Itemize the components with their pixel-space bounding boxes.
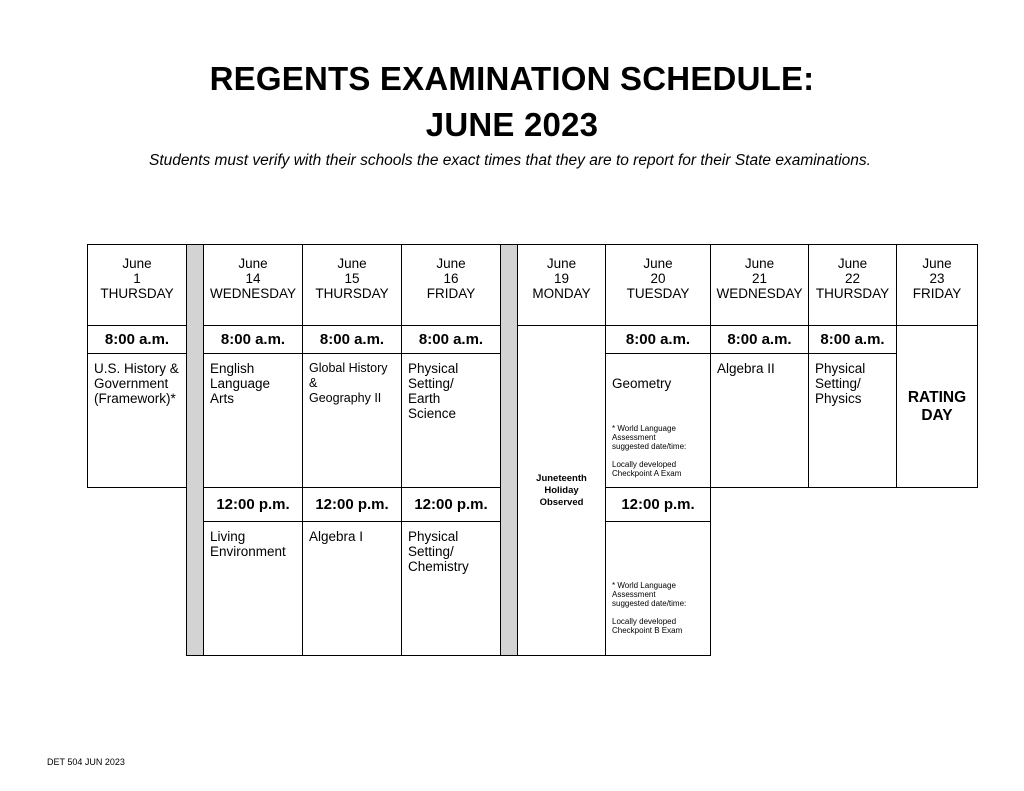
holiday-cell: Juneteenth Holiday Observed	[517, 325, 606, 656]
date-month: June	[546, 256, 577, 271]
date-weekday: WEDNESDAY	[716, 286, 803, 301]
session-time: 8:00 a.m.	[605, 325, 711, 354]
date-header-june-15	[302, 244, 402, 326]
exam-name: Geometry	[612, 376, 672, 391]
date-header-june-16	[401, 244, 501, 326]
date-month: June	[337, 256, 367, 271]
exam-cell: Algebra I	[302, 521, 402, 656]
week-separator	[186, 244, 204, 656]
week-separator	[500, 244, 518, 656]
date-weekday: WEDNESDAY	[209, 286, 296, 301]
date-header-june-21	[710, 244, 809, 326]
exam-cell: U.S. History & Government (Framework)*	[87, 353, 187, 488]
date-day: 16	[443, 271, 459, 286]
exam-cell: Physical Setting/ Earth Science	[401, 353, 501, 488]
session-time: 12:00 p.m.	[302, 487, 402, 522]
world-language-note: * World Language Assessment suggested date/time: Locally developed Checkpoint A Exam	[612, 424, 687, 478]
session-time: 8:00 a.m.	[401, 325, 501, 354]
session-time: 12:00 p.m.	[401, 487, 501, 522]
session-time: 8:00 a.m.	[302, 325, 402, 354]
page-title: REGENTS EXAMINATION SCHEDULE:	[209, 60, 815, 97]
date-weekday: THURSDAY	[100, 286, 174, 301]
page-subtitle: Students must verify with their schools the exact times that they are to report for their State examinations.	[149, 152, 871, 169]
date-month: June	[837, 256, 868, 271]
date-day: 20	[650, 271, 666, 286]
date-header-june-23	[896, 244, 978, 326]
exam-cell: Algebra II	[710, 353, 809, 488]
date-month: June	[122, 256, 152, 271]
date-weekday: TUESDAY	[626, 286, 690, 301]
date-header-june-19	[517, 244, 606, 326]
date-day: 22	[844, 271, 861, 286]
exam-cell: Physical Setting/ Physics	[808, 353, 897, 488]
session-time: 12:00 p.m.	[203, 487, 303, 522]
page-title-date: JUNE 2023	[425, 106, 599, 143]
date-day: 23	[929, 271, 945, 286]
date-month: June	[744, 256, 775, 271]
session-time: 8:00 a.m.	[710, 325, 809, 354]
session-time: 8:00 a.m.	[203, 325, 303, 354]
session-time: 8:00 a.m.	[87, 325, 187, 354]
date-day: 1	[133, 271, 141, 286]
exam-cell	[605, 521, 711, 656]
session-time: 8:00 a.m.	[808, 325, 897, 354]
rating-day-cell: RATING DAY	[896, 325, 978, 488]
exam-cell	[605, 353, 711, 488]
session-time: 12:00 p.m.	[605, 487, 711, 522]
world-language-note: * World Language Assessment suggested date/time: Locally developed Checkpoint B Exam	[612, 581, 687, 635]
date-weekday: FRIDAY	[426, 286, 476, 301]
date-weekday: THURSDAY	[815, 286, 890, 301]
date-day: 21	[751, 271, 768, 286]
exam-cell: Living Environment	[203, 521, 303, 656]
exam-cell: Physical Setting/ Chemistry	[401, 521, 501, 656]
date-month: June	[922, 256, 952, 271]
date-day: 15	[344, 271, 360, 286]
date-day: 14	[245, 271, 261, 286]
exam-cell: Global History & Geography II	[302, 353, 402, 488]
date-month: June	[643, 256, 673, 271]
exam-cell: English Language Arts	[203, 353, 303, 488]
date-weekday: THURSDAY	[315, 286, 389, 301]
document-code: DET 504 JUN 2023	[47, 757, 125, 767]
date-header-june-1	[87, 244, 187, 326]
date-month: June	[238, 256, 268, 271]
date-weekday: FRIDAY	[912, 286, 962, 301]
date-day: 19	[553, 271, 570, 286]
date-header-june-22	[808, 244, 897, 326]
date-header-june-14	[203, 244, 303, 326]
date-header-june-20	[605, 244, 711, 326]
date-weekday: MONDAY	[532, 286, 591, 301]
date-month: June	[436, 256, 466, 271]
